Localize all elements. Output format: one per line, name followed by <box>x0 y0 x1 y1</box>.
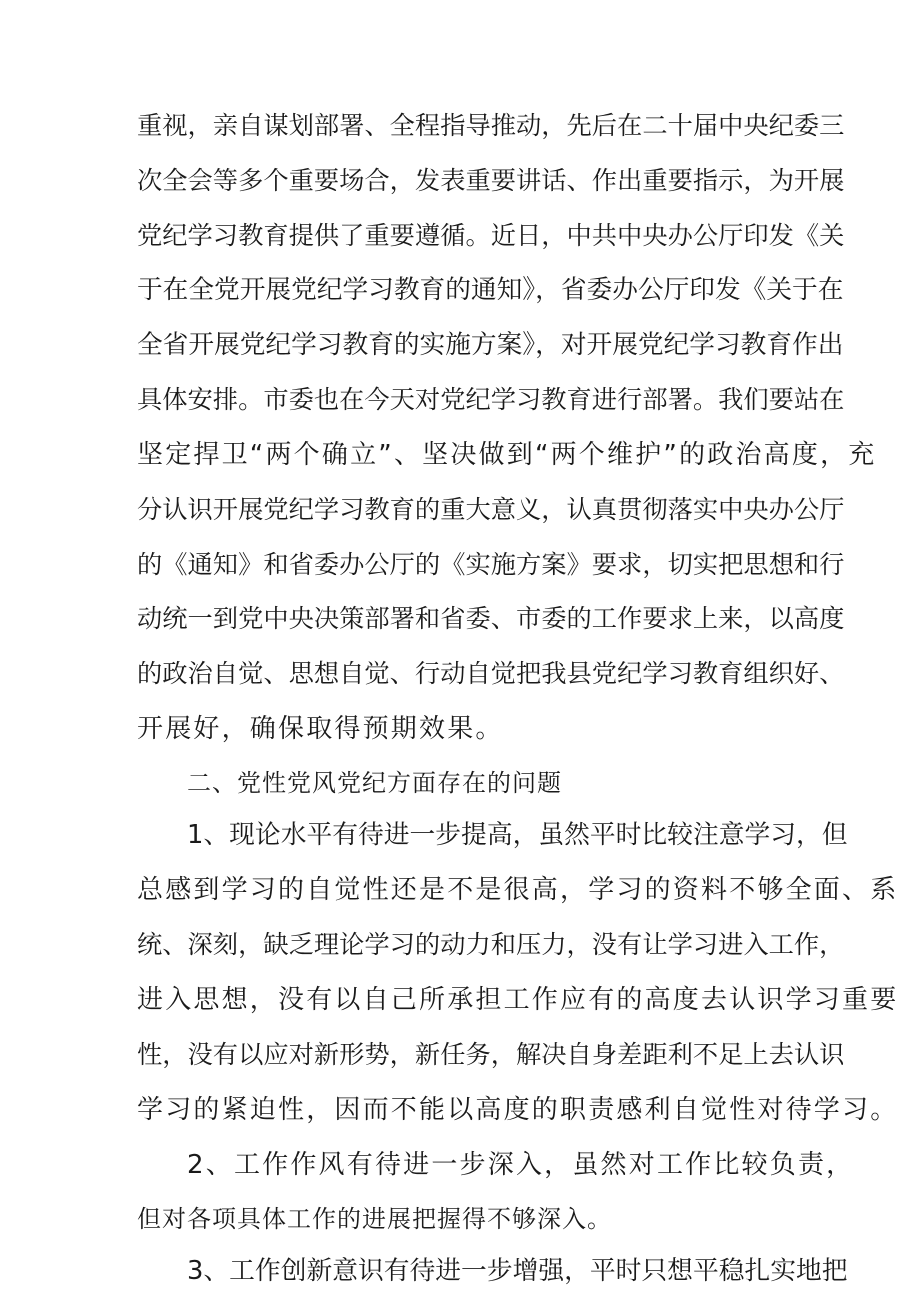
section-heading: 二、党性党风党纪方面存在的问题 <box>187 769 562 797</box>
body-text-line: 于在全党开展党纪学习教育的通知》，省委办公厅印发《关于在 <box>137 275 844 305</box>
body-text-line: 次全会等多个重要场合，发表重要讲话、作出重要指示，为开展 <box>137 166 845 195</box>
body-text-line: 3、工作创新意识有待进一步增强，平时只想平稳扎实地把 <box>187 1256 848 1286</box>
body-text-line: 党纪学习教育提供了重要遵循。近日，中共中央办公厅印发《关 <box>137 221 845 250</box>
body-text-line: 分认识开展党纪学习教育的重大意义，认真贯彻落实中央办公厅 <box>137 495 845 524</box>
body-text-line: 具体安排。市委也在今天对党纪学习教育进行部署。我们要站在 <box>137 385 845 414</box>
body-text-line: 统、深刻，缺乏理论学习的动力和压力，没有让学习进入工作， <box>137 930 845 959</box>
body-text-line: 性，没有以应对新形势，新任务，解决自身差距利不足上去认识 <box>137 1040 845 1069</box>
body-text-line: 动统一到党中央决策部署和省委、市委的工作要求上来，以高度 <box>137 604 845 633</box>
body-text-line: 学习的紧迫性，因而不能以高度的职责感利自觉性对待学习。 <box>137 1095 899 1125</box>
body-text-line: 总感到学习的自觉性还是不是很高，学习的资料不够全面、系 <box>137 875 899 905</box>
body-text-line: 的《通知》和省委办公厅的《实施方案》要求，切实把思想和行 <box>137 550 845 579</box>
body-text-line: 坚定捍卫“两个确立”、坚决做到“两个维护”的政治高度，充 <box>137 440 877 470</box>
body-text-line: 进入思想，没有以自己所承担工作应有的高度去认识学习重要 <box>137 985 899 1015</box>
body-text-line: 2、工作作风有待进一步深入，虽然对工作比较负责， <box>187 1150 855 1180</box>
body-text-line: 但对各项具体工作的进展把握得不够深入。 <box>137 1205 612 1233</box>
body-text-line: 的政治自觉、思想自觉、行动自觉把我县党纪学习教育组织好、 <box>137 659 845 688</box>
body-text-line: 重视，亲自谋划部署、全程指导推动，先后在二十届中央纪委三 <box>137 111 845 140</box>
body-text-line: 全省开展党纪学习教育的实施方案》，对开展党纪学习教育作出 <box>137 330 844 360</box>
body-text-line: 开展好，确保取得预期效果。 <box>137 714 504 744</box>
body-text-line: 1、现论水平有待进一步提高，虽然平时比较注意学习，但 <box>187 820 848 850</box>
